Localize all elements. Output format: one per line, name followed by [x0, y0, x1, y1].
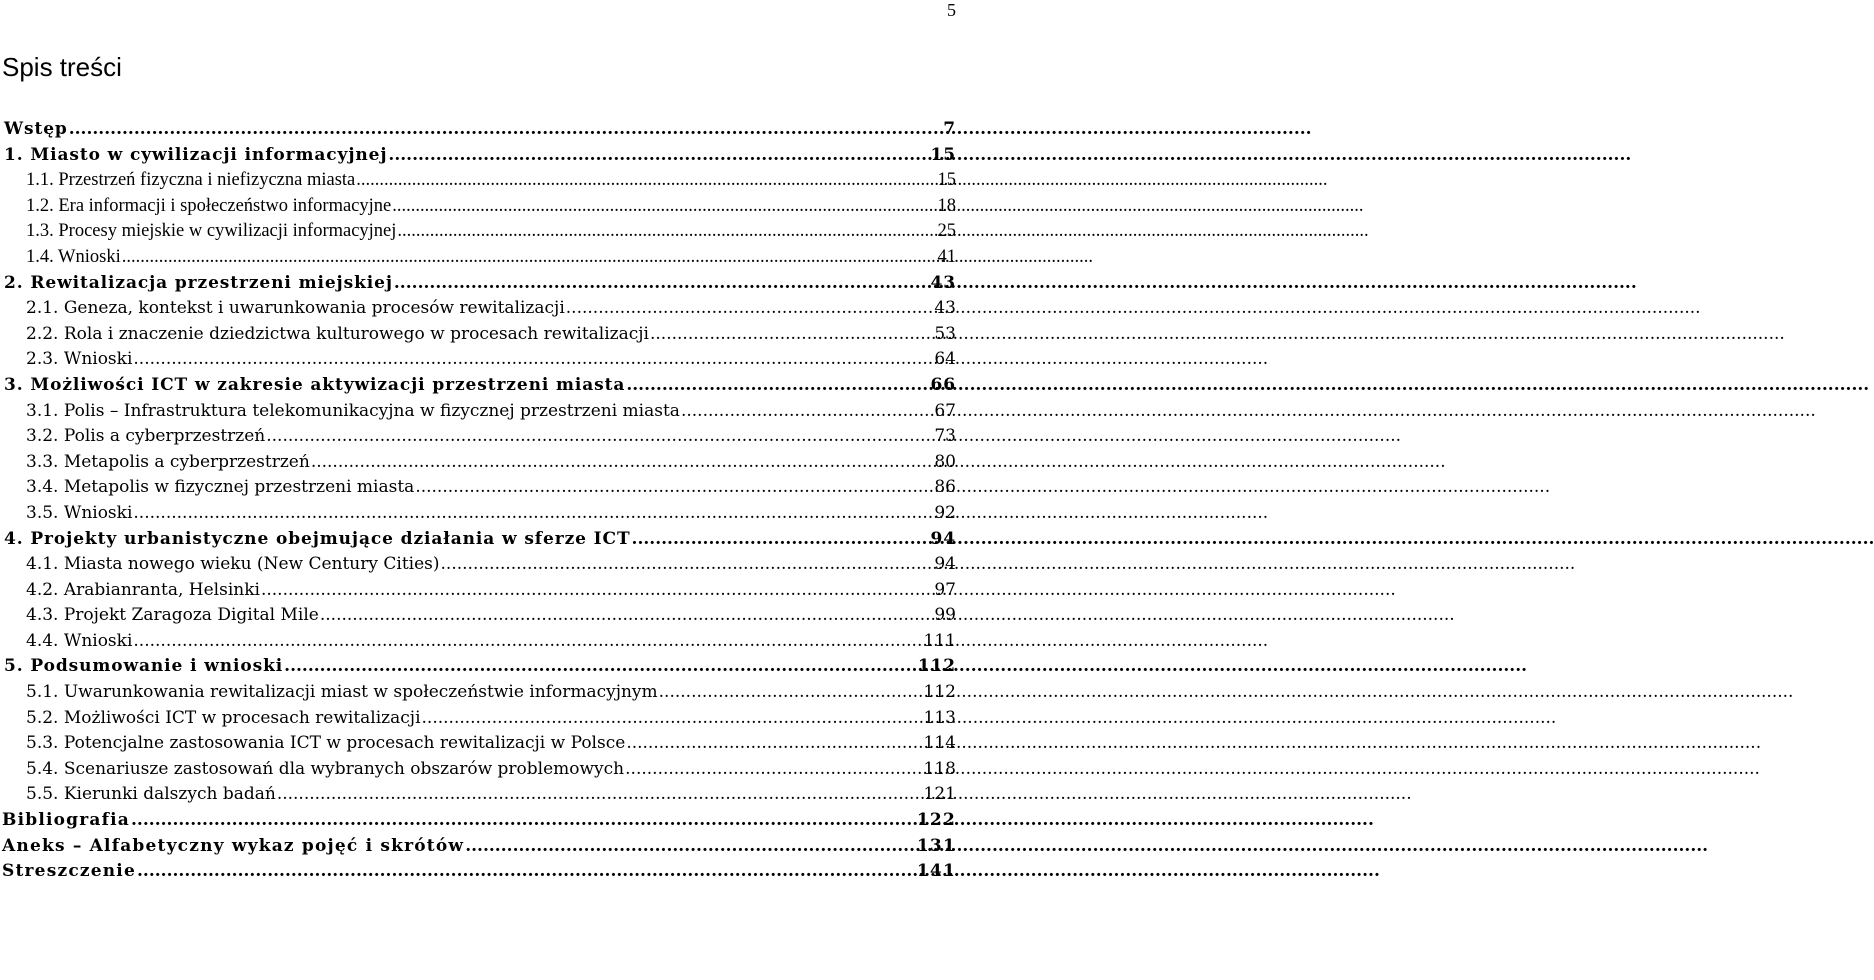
toc-entry-text: 2.2. Rola i znaczenie dziedzictwa kulturowego w procesach rewitalizacji: [26, 323, 649, 344]
dot-leader: [650, 322, 933, 348]
toc-entry: [0, 245, 960, 271]
dot-leader: [122, 245, 937, 271]
toc-entry-text: 5.4. Scenariusze zastosowań dla wybranych obszarów problemowych: [26, 758, 625, 779]
toc-entry: [0, 654, 960, 680]
toc-entry-text: 3.4. Metapolis w fizycznej przestrzeni miasta: [26, 477, 415, 498]
dot-leader: [625, 757, 922, 783]
toc-entry-text: 1.3. Procesy miejskie w cywilizacji informacyjnej: [26, 221, 397, 242]
dot-leader: [632, 527, 930, 553]
dot-leader: [388, 143, 929, 169]
toc-page-number: 67: [934, 400, 956, 421]
toc-page-number: 131: [916, 835, 956, 856]
dot-leader: [261, 578, 933, 604]
toc-entry-text: 1.2. Era informacji i społeczeństwo informacyjne: [26, 195, 392, 216]
toc-entry-text: 1.1. Przestrzeń fizyczna i niefizyczna miasta: [26, 170, 356, 191]
dot-leader: [131, 808, 916, 834]
toc-page-number: 92: [934, 502, 956, 523]
toc-page-number: 73: [934, 426, 956, 447]
toc-entry-text: Aneks – Alfabetyczny wykaz pojęć i skrótów: [2, 835, 465, 856]
toc-entry-text: Wstęp: [4, 119, 68, 139]
toc-entry: [0, 271, 960, 297]
toc-entry: [0, 731, 960, 757]
toc-entry: [0, 706, 960, 732]
toc-entry: [0, 475, 960, 501]
toc-entry: [0, 552, 960, 578]
toc-entry: [0, 399, 960, 425]
toc-entry: [0, 296, 960, 322]
dot-leader: [284, 654, 917, 680]
toc-entry-text: 5.5. Kierunki dalszych badań: [26, 784, 276, 805]
toc-entry: [0, 603, 960, 629]
toc-entry: [0, 347, 960, 373]
toc-page-number: 121: [923, 784, 956, 805]
toc-entry-text: 4. Projekty urbanistyczne obejmujące działania w sferze ICT: [4, 528, 631, 549]
toc-page-number: 94: [934, 554, 956, 575]
table-of-contents: [0, 117, 960, 885]
toc-entry: [0, 808, 960, 834]
toc-entry: [0, 578, 960, 604]
dot-leader: [320, 603, 933, 629]
toc-entry: [0, 680, 960, 706]
toc-page-number: 53: [934, 323, 956, 344]
toc-page-number: 80: [934, 451, 956, 472]
toc-page-number: 111: [923, 630, 956, 651]
dot-leader: [311, 450, 934, 476]
toc-page-number: 112: [923, 682, 956, 703]
toc-entry: [0, 757, 960, 783]
dot-leader: [277, 782, 923, 808]
toc-entry: [0, 194, 960, 220]
dot-leader: [626, 373, 929, 399]
toc-page-number: 114: [923, 733, 956, 754]
toc-page-number: 43: [930, 272, 956, 293]
dot-leader: [681, 399, 933, 425]
toc-page-number: 66: [930, 374, 956, 395]
toc-page-number: 122: [916, 810, 956, 831]
dot-leader: [133, 629, 922, 655]
toc-entry: [0, 168, 960, 194]
toc-entry-text: Streszczenie: [2, 861, 136, 882]
toc-page-number: 18: [937, 195, 956, 216]
toc-page-number: 25: [937, 221, 956, 242]
toc-entry: [0, 450, 960, 476]
toc-entry-text: 2.1. Geneza, kontekst i uwarunkowania procesów rewitalizacji: [26, 298, 565, 319]
toc-entry: [0, 834, 960, 860]
dot-leader: [69, 117, 943, 143]
toc-page-number: 7: [943, 119, 956, 139]
toc-page-number: 15: [937, 170, 956, 191]
toc-entry: [0, 859, 960, 885]
toc-entry-text: 2.3. Wnioski: [26, 349, 133, 370]
dot-leader: [626, 731, 922, 757]
dot-leader: [392, 194, 936, 220]
toc-entry-text: 5.2. Możliwości ICT w procesach rewitalizacji: [26, 707, 421, 728]
toc-entry-text: 4.4. Wnioski: [26, 630, 133, 651]
toc-page-number: 141: [916, 861, 956, 882]
dot-leader: [266, 424, 933, 450]
toc-page-number: 112: [917, 656, 956, 677]
toc-page-number: 97: [934, 579, 956, 600]
toc-entry-text: 3.1. Polis – Infrastruktura telekomunikacyjna w fizycznej przestrzeni miasta: [26, 400, 680, 421]
dot-leader: [566, 296, 934, 322]
toc-page-number: 118: [923, 758, 956, 779]
toc-entry-text: 3. Możliwości ICT w zakresie aktywizacji przestrzeni miasta: [4, 374, 626, 395]
toc-page-number: 86: [934, 477, 956, 498]
toc-entry-text: 4.1. Miasta nowego wieku (New Century Cities): [26, 554, 440, 575]
toc-entry-text: 3.5. Wnioski: [26, 502, 133, 523]
toc-entry: [0, 219, 960, 245]
dot-leader: [465, 834, 916, 860]
toc-page-number: 94: [930, 528, 956, 549]
dot-leader: [397, 219, 936, 245]
toc-page-number: 15: [930, 144, 956, 165]
toc-entry-text: 4.3. Projekt Zaragoza Digital Mile: [26, 605, 319, 626]
toc-entry: [0, 501, 960, 527]
toc-entry: [0, 143, 960, 169]
toc-entry-text: 1. Miasto w cywilizacji informacyjnej: [4, 144, 388, 165]
page-number: 5: [947, 0, 956, 20]
dot-leader: [133, 347, 933, 373]
toc-page-number: 41: [937, 246, 956, 267]
toc-entry-text: 2. Rewitalizacja przestrzeni miejskiej: [4, 272, 393, 293]
toc-entry: [0, 373, 960, 399]
toc-entry-text: 1.4. Wnioski: [26, 246, 121, 267]
dot-leader: [441, 552, 934, 578]
page-title: Spis treści: [2, 52, 122, 82]
toc-entry: [0, 782, 960, 808]
toc-page-number: 64: [934, 349, 956, 370]
toc-entry-text: 5.3. Potencjalne zastosowania ICT w procesach rewitalizacji w Polsce: [26, 733, 626, 754]
toc-entry: [0, 322, 960, 348]
toc-page-number: 43: [934, 298, 956, 319]
toc-page-number: 99: [934, 605, 956, 626]
toc-entry-text: 5.1. Uwarunkowania rewitalizacji miast w społeczeństwie informacyjnym: [26, 682, 658, 703]
toc-entry: [0, 424, 960, 450]
toc-entry-text: 3.3. Metapolis a cyberprzestrzeń: [26, 451, 310, 472]
dot-leader: [394, 271, 930, 297]
toc-entry-text: Bibliografia: [2, 810, 131, 831]
toc-page-number: 113: [923, 707, 956, 728]
dot-leader: [133, 501, 933, 527]
toc-entry: [0, 117, 960, 143]
toc-entry-text: 5. Podsumowanie i wnioski: [4, 656, 284, 677]
dot-leader: [422, 706, 923, 732]
dot-leader: [137, 859, 916, 885]
toc-entry: [0, 629, 960, 655]
toc-entry: [0, 527, 960, 553]
dot-leader: [356, 168, 936, 194]
toc-entry-text: 3.2. Polis a cyberprzestrzeń: [26, 426, 266, 447]
dot-leader: [659, 680, 923, 706]
toc-entry-text: 4.2. Arabianranta, Helsinki: [26, 579, 260, 600]
dot-leader: [415, 475, 933, 501]
